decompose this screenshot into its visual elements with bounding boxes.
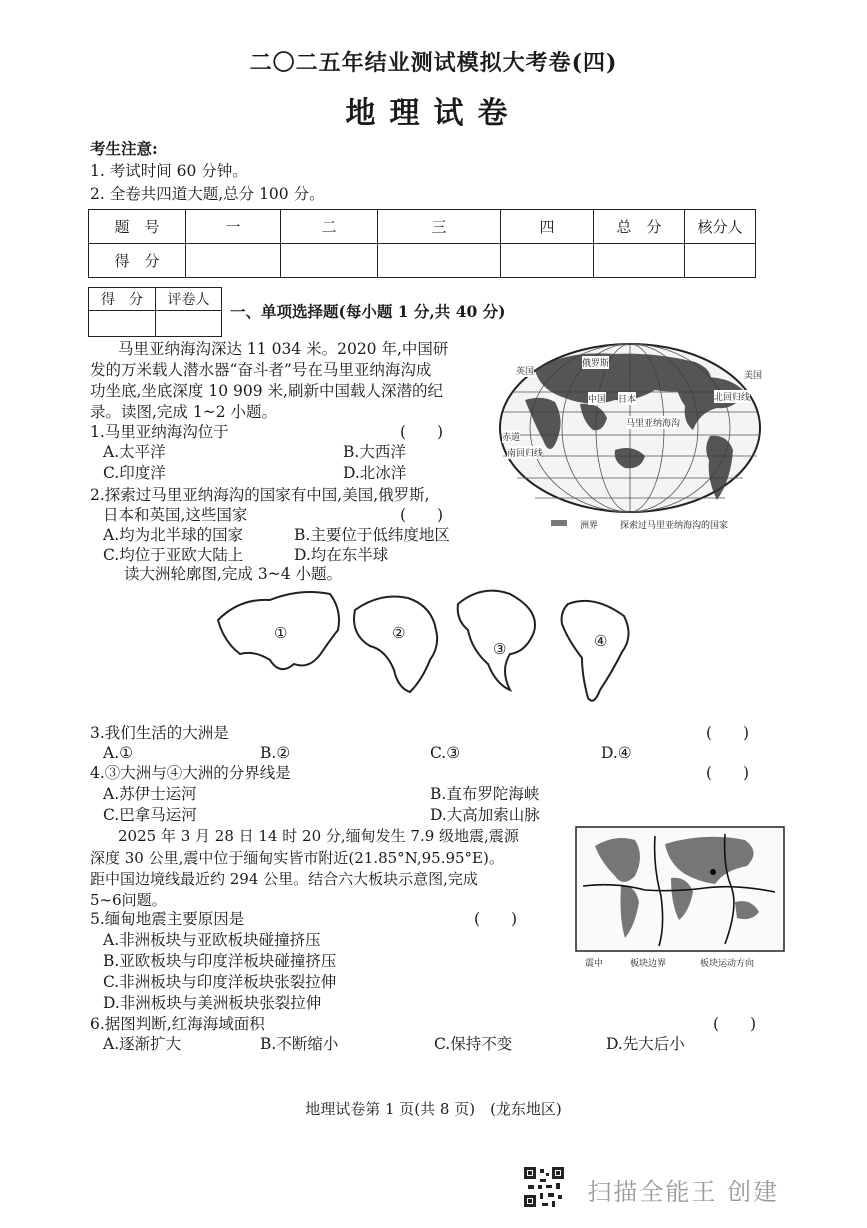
notice-item-2: 2. 全卷共四道大题,总分 100 分。 [90, 185, 325, 203]
map-label-equator: 赤道 [502, 430, 520, 443]
score-header-cell: 三 [378, 210, 501, 244]
question-2: 2.探索过马里亚纳海沟的国家有中国,美国,俄罗斯, [90, 486, 430, 504]
q1-option-b[interactable]: B.大西洋 [343, 443, 406, 461]
grader-score-label: 得 分 [89, 288, 156, 311]
q6-option-c[interactable]: C.保持不变 [434, 1035, 513, 1053]
exam-title: 二〇二五年结业测试模拟大考卷(四) [249, 50, 618, 76]
q2-option-a[interactable]: A.均为北半球的国家 [103, 526, 244, 544]
q1-option-c[interactable]: C.印度洋 [103, 464, 166, 482]
q12-passage-line: 功坐底,坐底深度 10 909 米,刷新中国载人深潜的纪 [90, 382, 443, 400]
q3-option-c[interactable]: C.③ [430, 744, 461, 762]
q1-option-d[interactable]: D.北冰洋 [343, 464, 407, 482]
score-cell [281, 244, 378, 278]
subject-title: 地理试卷 [345, 96, 522, 131]
continent-marker-4: ④ [594, 632, 608, 650]
legend-swatch [551, 520, 567, 526]
legend-epicenter: 震中 [585, 959, 604, 969]
map-label-mariana-trench: 马里亚纳海沟 [626, 416, 680, 429]
grader-label: 评卷人 [156, 288, 222, 311]
world-map [495, 340, 765, 530]
score-row-label: 得 分 [89, 244, 186, 278]
q56-passage-line: 2025 年 3 月 28 日 14 时 20 分,缅甸发生 7.9 级地震,震源 [118, 827, 519, 845]
q5-option-d[interactable]: D.非洲板块与美洲板块张裂拉伸 [103, 994, 322, 1012]
q4-option-d[interactable]: D.大高加索山脉 [430, 806, 540, 824]
map-label-russia: 俄罗斯 [582, 356, 609, 369]
continent-2-outline [354, 597, 437, 693]
legend-plate-motion: 板块运动方向 [700, 959, 755, 969]
q5-option-c[interactable]: C.非洲板块与印度洋板块张裂拉伸 [103, 973, 337, 991]
section-1-title: 一、单项选择题(每小题 1 分,共 40 分) [230, 302, 506, 321]
answer-bracket[interactable]: ( ) [706, 764, 750, 782]
score-header-cell: 题 号 [89, 210, 186, 244]
map-label-tropic-cancer: 北回归线 [714, 390, 750, 403]
q12-passage-line: 马里亚纳海沟深达 11 034 米。2020 年,中国研 [118, 340, 449, 358]
answer-bracket[interactable]: ( ) [400, 506, 444, 524]
qr-code-icon [522, 1165, 566, 1209]
q4-option-c[interactable]: C.巴拿马运河 [103, 806, 197, 824]
q56-passage-line: 距中国边境线最近约 294 公里。结合六大板块示意图,完成 [90, 870, 478, 888]
q4-option-a[interactable]: A.苏伊士运河 [103, 785, 197, 803]
map-label-japan: 日本 [618, 392, 636, 405]
question-4: 4.③大洲与④大洲的分界线是 [90, 764, 291, 782]
answer-bracket[interactable]: ( ) [474, 910, 518, 928]
q5-option-b[interactable]: B.亚欧板块与印度洋板块碰撞挤压 [103, 952, 337, 970]
question-6: 6.据图判断,红海海域面积 [90, 1015, 265, 1033]
continent-marker-3: ③ [493, 640, 507, 658]
scanner-watermark: 扫描全能王 创建 [587, 1178, 779, 1206]
grader-score-cell [89, 311, 156, 337]
score-header-cell: 四 [501, 210, 594, 244]
legend-boundary-label: 洲界 [580, 521, 599, 531]
score-header-cell: 二 [281, 210, 378, 244]
notice-heading: 考生注意: [90, 139, 158, 158]
question-5: 5.缅甸地震主要原因是 [90, 910, 245, 928]
continent-4-outline [562, 601, 629, 701]
score-cell [685, 244, 756, 278]
score-cell [594, 244, 685, 278]
q2-option-c[interactable]: C.均位于亚欧大陆上 [103, 546, 244, 564]
map-label-china: 中国 [588, 392, 606, 405]
q2-option-b[interactable]: B.主要位于低纬度地区 [294, 526, 450, 544]
continent-marker-2: ② [392, 624, 406, 642]
score-cell [501, 244, 594, 278]
map-label-usa: 美国 [744, 368, 762, 381]
grader-cell [156, 311, 222, 337]
notice-item-1: 1. 考试时间 60 分钟。 [90, 162, 248, 180]
q56-passage-line: 5~6问题。 [90, 891, 167, 909]
continents-intro: 读大洲轮廓图,完成 3~4 小题。 [124, 565, 342, 583]
score-header-cell: 总 分 [594, 210, 685, 244]
plate-map [575, 826, 785, 956]
q56-passage-line: 深度 30 公里,震中位于缅甸实皆市附近(21.85°N,95.95°E)。 [90, 849, 504, 867]
q3-option-a[interactable]: A.① [103, 744, 134, 762]
q6-option-b[interactable]: B.不断缩小 [260, 1035, 339, 1053]
q6-option-a[interactable]: A.逐渐扩大 [103, 1035, 182, 1053]
question-2-line2: 日本和英国,这些国家 [103, 506, 248, 524]
map-label-tropic-capricorn: 南回归线 [507, 446, 543, 459]
grader-table [88, 287, 222, 337]
map-label-uk: 英国 [516, 364, 534, 377]
continent-marker-1: ① [274, 624, 288, 642]
legend-plate-boundary: 板块边界 [630, 959, 667, 969]
q4-option-b[interactable]: B.直布罗陀海峡 [430, 785, 540, 803]
q12-passage-line: 发的万米载人潜水器“奋斗者”号在马里亚纳海沟成 [90, 361, 432, 379]
q6-option-d[interactable]: D.先大后小 [606, 1035, 685, 1053]
question-1: 1.马里亚纳海沟位于 [90, 423, 229, 441]
q12-passage-line: 录。读图,完成 1~2 小题。 [90, 403, 277, 421]
score-cell [378, 244, 501, 278]
answer-bracket[interactable]: ( ) [706, 724, 750, 742]
q1-option-a[interactable]: A.太平洋 [103, 443, 166, 461]
score-table [88, 209, 756, 278]
score-cell [186, 244, 281, 278]
q3-option-d[interactable]: D.④ [601, 744, 632, 762]
q5-option-a[interactable]: A.非洲板块与亚欧板块碰撞挤压 [103, 931, 321, 949]
score-header-cell: 核分人 [685, 210, 756, 244]
answer-bracket[interactable]: ( ) [713, 1015, 757, 1033]
q3-option-b[interactable]: B.② [260, 744, 291, 762]
answer-bracket[interactable]: ( ) [400, 423, 444, 441]
score-header-cell: 一 [186, 210, 281, 244]
page-footer: 地理试卷第 1 页(共 8 页) (龙东地区) [305, 1100, 562, 1118]
question-3: 3.我们生活的大洲是 [90, 724, 229, 742]
continent-outlines [210, 580, 650, 720]
q2-option-d[interactable]: D.均在东半球 [294, 546, 389, 564]
legend-countries-label: 探索过马里亚纳海沟的国家 [620, 521, 729, 531]
